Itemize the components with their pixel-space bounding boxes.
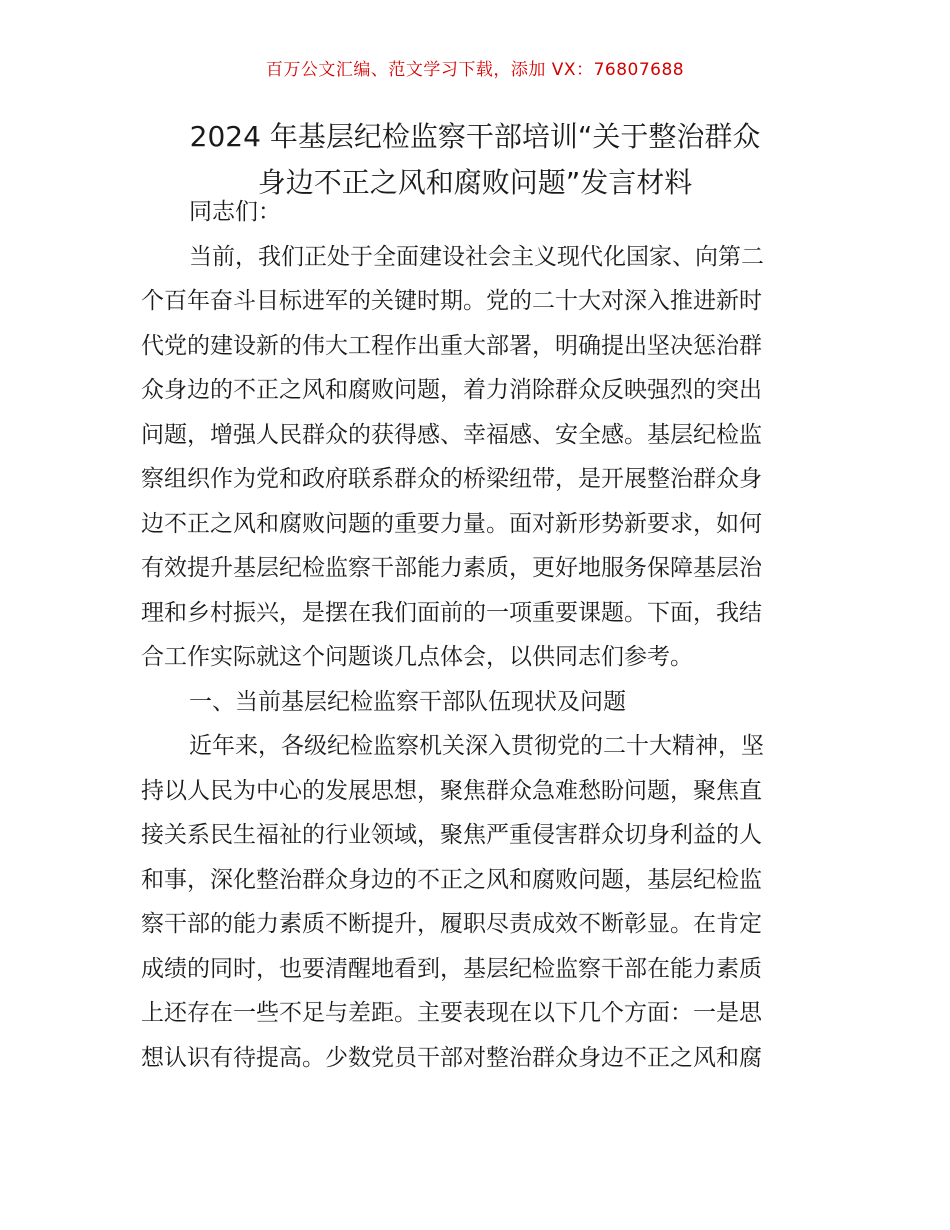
paragraph-line: 察干部的能力素质不断提升，履职尽责成效不断彰显。在肯定 — [141, 911, 762, 937]
paragraph-2 — [141, 724, 813, 1080]
paragraph-line: 上还存在一些不足与差距。主要表现在以下几个方面：一是思 — [141, 1000, 762, 1026]
paragraph-line: 接关系民生福祉的行业领域，聚焦严重侵害群众切身利益的人 — [141, 822, 762, 848]
paragraph-line: 代党的建设新的伟大工程作出重大部署，明确提出坚决惩治群 — [141, 332, 762, 359]
paragraph-line: 理和乡村振兴，是摆在我们面前的一项重要课题。下面，我结 — [141, 599, 762, 626]
title-line-2: 身边不正之风和腐败问题”发言材料 — [257, 166, 693, 199]
paragraph-line: 问题，增强人民群众的获得感、幸福感、安全感。基层纪检监 — [141, 421, 762, 448]
paragraph-line: 众身边的不正之风和腐败问题，着力消除群众反映强烈的突出 — [141, 377, 762, 403]
paragraph-line: 有效提升基层纪检监察干部能力素质，更好地服务保障基层治 — [141, 555, 762, 581]
paragraph-line: 持以人民为中心的发展思想，聚焦群众急难愁盼问题，聚焦直 — [141, 777, 762, 804]
document-body — [141, 190, 813, 1080]
title-line-1: 2024 年基层纪检监察干部培训“关于整治群众 — [189, 120, 761, 153]
paragraph-1 — [141, 235, 813, 680]
paragraph-line: 当前，我们正处于全面建设社会主义现代化国家、向第二 — [189, 243, 764, 270]
section-heading: 一、当前基层纪检监察干部队伍现状及问题 — [189, 688, 626, 715]
salutation: 同志们： — [189, 199, 281, 225]
paragraph-line: 合工作实际就这个问题谈几点体会，以供同志们参考。 — [141, 644, 693, 670]
paragraph-line: 想认识有待提高。少数党员干部对整治群众身边不正之风和腐 — [141, 1044, 762, 1071]
paragraph-line: 察组织作为党和政府联系群众的桥梁纽带，是开展整治群众身 — [141, 466, 762, 492]
paragraph-line: 个百年奋斗目标进军的关键时期。党的二十大对深入推进新时 — [141, 288, 762, 314]
paragraph-line: 成绩的同时，也要清醒地看到，基层纪检监察干部在能力素质 — [141, 955, 762, 982]
paragraph-line: 边不正之风和腐败问题的重要力量。面对新形势新要求，如何 — [141, 510, 762, 537]
paragraph-line: 近年来，各级纪检监察机关深入贯彻党的二十大精神，坚 — [189, 733, 764, 759]
header-note: 百万公文汇编、范文学习下载，添加 VX：76807688 — [265, 60, 685, 80]
paragraph-line: 和事，深化整治群众身边的不正之风和腐败问题，基层纪检监 — [141, 866, 762, 893]
